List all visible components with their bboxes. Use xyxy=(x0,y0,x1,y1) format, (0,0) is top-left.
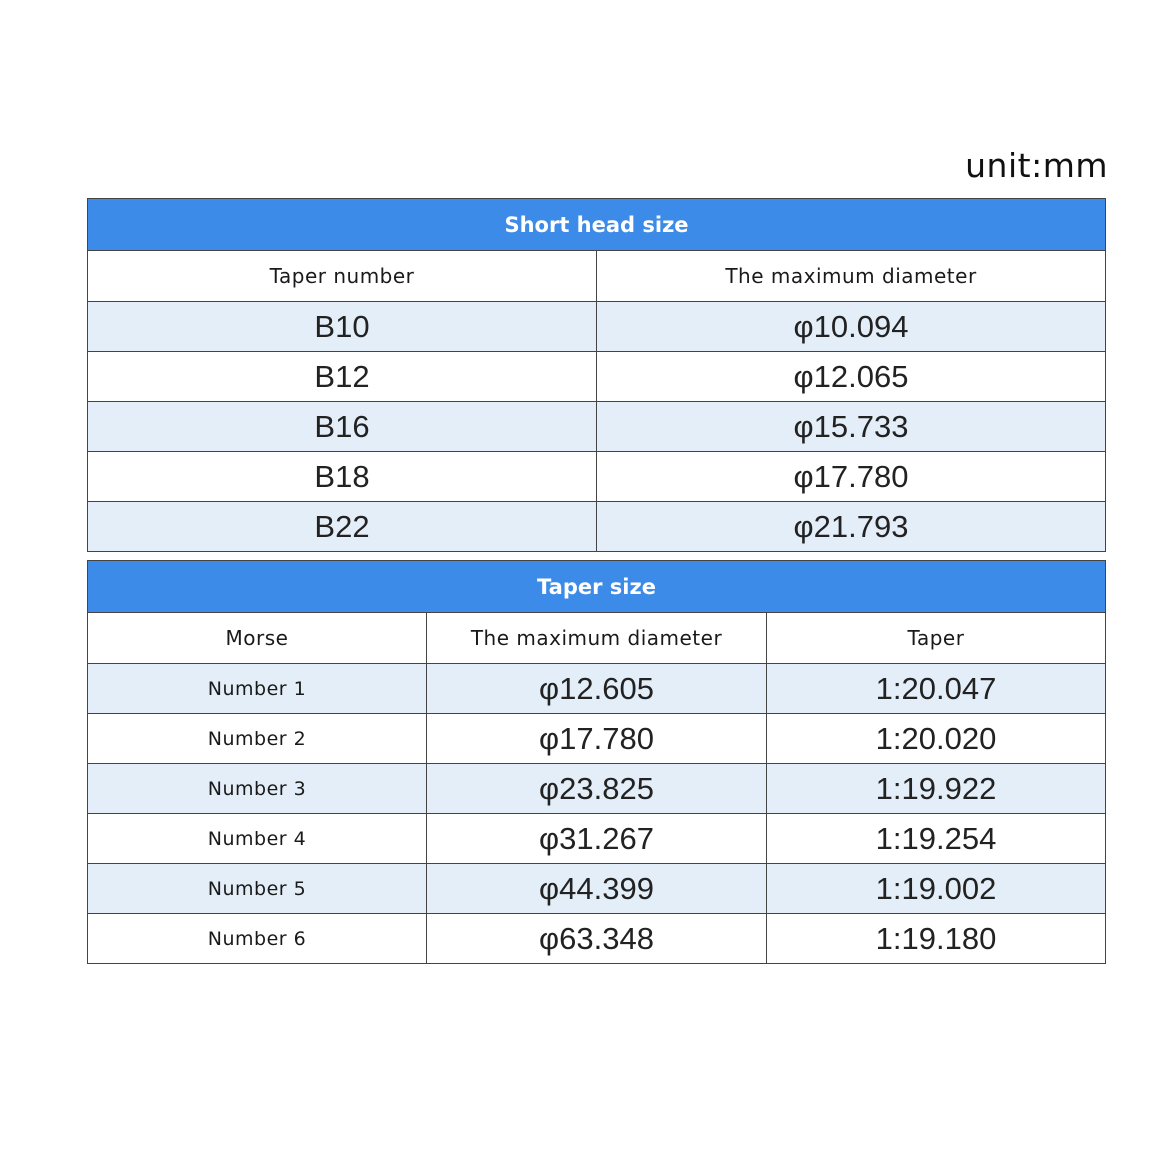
taper-number-cell: B22 xyxy=(88,502,597,552)
max-diameter-cell: φ15.733 xyxy=(597,402,1106,452)
taper-size-title: Taper size xyxy=(88,561,1106,613)
taper-cell: 1:19.002 xyxy=(767,864,1106,914)
table-row xyxy=(88,502,1106,552)
table-row xyxy=(88,302,1106,352)
morse-cell: Number 1 xyxy=(88,664,427,714)
column-header-max-diameter: The maximum diameter xyxy=(597,251,1106,302)
column-header-taper: Taper xyxy=(767,613,1106,664)
table-row xyxy=(88,814,1106,864)
max-diameter-cell: φ23.825 xyxy=(427,764,767,814)
table-row xyxy=(88,352,1106,402)
column-header-morse: Morse xyxy=(88,613,427,664)
short-head-title-row xyxy=(88,199,1106,251)
taper-cell: 1:19.180 xyxy=(767,914,1106,964)
table-row xyxy=(88,714,1106,764)
taper-cell: 1:19.922 xyxy=(767,764,1106,814)
short-head-table xyxy=(87,198,1106,552)
column-header-max-diameter: The maximum diameter xyxy=(427,613,767,664)
max-diameter-cell: φ21.793 xyxy=(597,502,1106,552)
table-row xyxy=(88,452,1106,502)
table-row xyxy=(88,914,1106,964)
max-diameter-cell: φ63.348 xyxy=(427,914,767,964)
table-row xyxy=(88,764,1106,814)
taper-cell: 1:20.047 xyxy=(767,664,1106,714)
max-diameter-cell: φ17.780 xyxy=(427,714,767,764)
unit-label: unit:mm xyxy=(965,146,1108,185)
column-header-taper-number: Taper number xyxy=(88,251,597,302)
table-row xyxy=(88,664,1106,714)
short-head-header-row xyxy=(88,251,1106,302)
taper-number-cell: B18 xyxy=(88,452,597,502)
max-diameter-cell: φ17.780 xyxy=(597,452,1106,502)
taper-cell: 1:19.254 xyxy=(767,814,1106,864)
morse-cell: Number 4 xyxy=(88,814,427,864)
max-diameter-cell: φ12.605 xyxy=(427,664,767,714)
max-diameter-cell: φ44.399 xyxy=(427,864,767,914)
taper-size-header-row xyxy=(88,613,1106,664)
taper-number-cell: B16 xyxy=(88,402,597,452)
morse-cell: Number 5 xyxy=(88,864,427,914)
morse-cell: Number 6 xyxy=(88,914,427,964)
taper-size-table xyxy=(87,560,1106,964)
taper-size-title-row xyxy=(88,561,1106,613)
max-diameter-cell: φ12.065 xyxy=(597,352,1106,402)
morse-cell: Number 3 xyxy=(88,764,427,814)
max-diameter-cell: φ31.267 xyxy=(427,814,767,864)
taper-cell: 1:20.020 xyxy=(767,714,1106,764)
table-row xyxy=(88,402,1106,452)
taper-number-cell: B12 xyxy=(88,352,597,402)
table-row xyxy=(88,864,1106,914)
short-head-title: Short head size xyxy=(88,199,1106,251)
max-diameter-cell: φ10.094 xyxy=(597,302,1106,352)
morse-cell: Number 2 xyxy=(88,714,427,764)
taper-number-cell: B10 xyxy=(88,302,597,352)
